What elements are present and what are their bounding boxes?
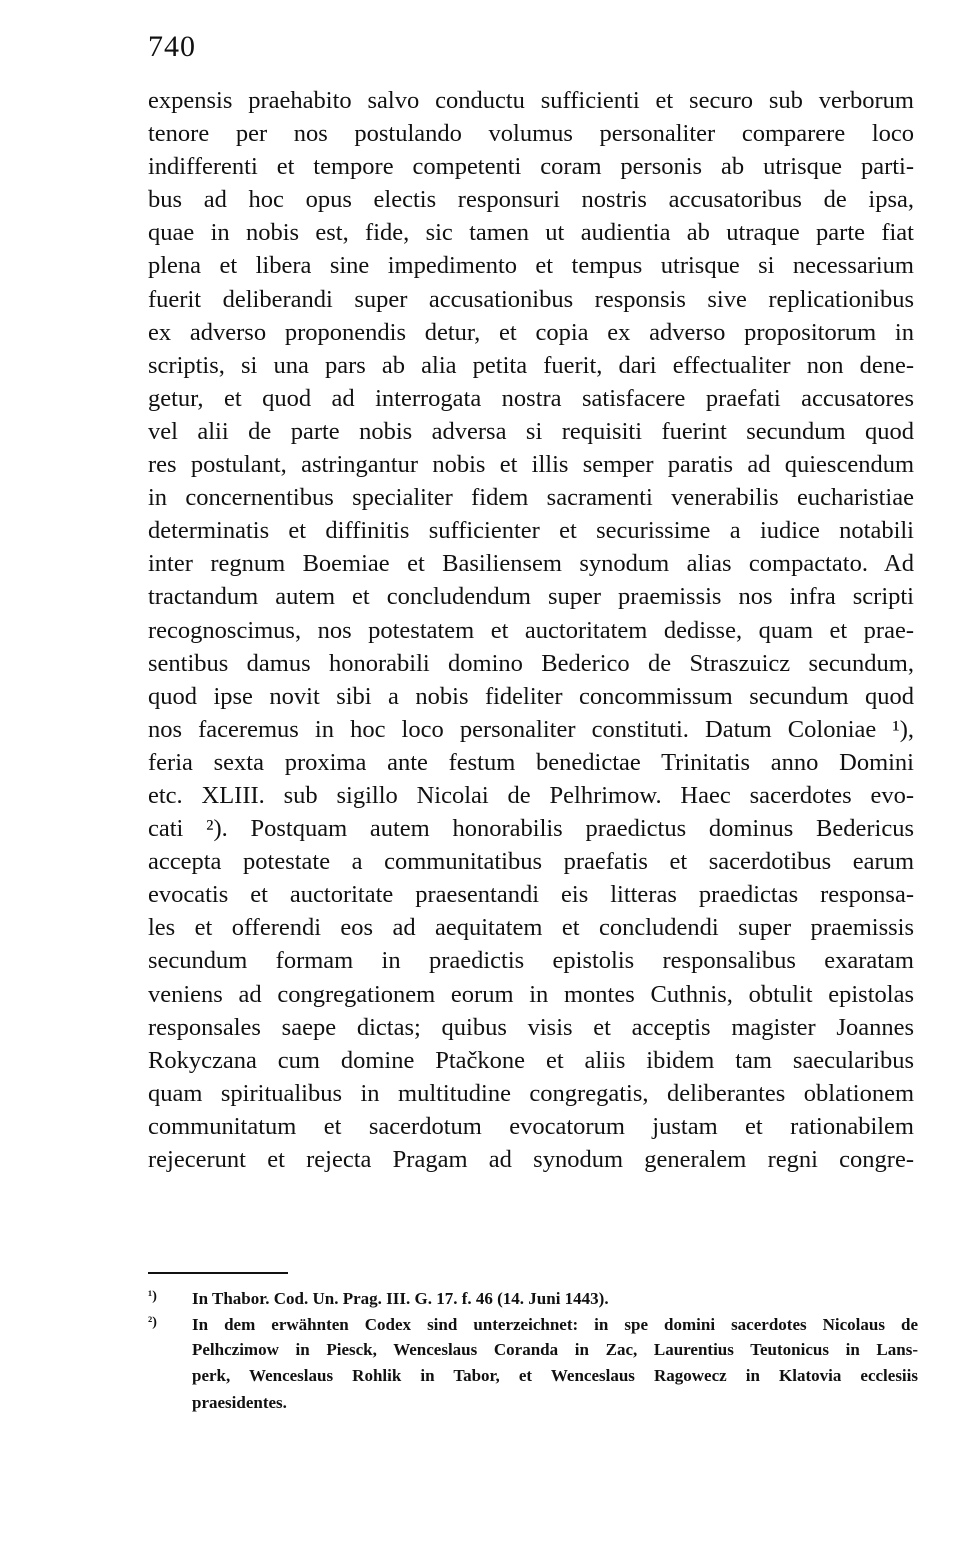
body-line: quae in nobis est, fide, sic tamen ut audientia ab utraque parte fiat bbox=[148, 219, 914, 247]
footnote-rule bbox=[148, 1272, 288, 1274]
body-line: tractandum autem et concludendum super praemissis nos infra scripti bbox=[148, 583, 914, 611]
body-line: sentibus damus honorabili domino Bederico de Straszuicz secundum, bbox=[148, 649, 914, 677]
body-line: cati ²). Postquam autem honorabilis praedictus dominus Bedericus bbox=[148, 815, 914, 843]
body-line: indifferenti et tempore competenti coram personis ab utrisque parti- bbox=[148, 153, 914, 181]
body-line: plena et libera sine impedimento et tempus utrisque si necessarium bbox=[148, 252, 914, 280]
page-number: 740 bbox=[148, 30, 196, 63]
body-line: in concernentibus specialiter fidem sacramenti venerabilis eucharistiae bbox=[148, 484, 914, 512]
footnote-text: In Thabor. Cod. Un. Prag. III. G. 17. f. 46 (14. Juni 1443). bbox=[192, 1289, 609, 1308]
body-line: veniens ad congregationem eorum in montes Cuthnis, obtulit epistolas bbox=[148, 980, 914, 1008]
footnote-marker: ²) bbox=[148, 1315, 157, 1331]
body-line: Rokyczana cum domine Ptačkone et aliis ibidem tam saecularibus bbox=[148, 1046, 914, 1074]
footnote-line: Pelhczimow in Piesck, Wenceslaus Coranda in Zac, Laurentius Teutonicus in Lans- bbox=[192, 1339, 918, 1359]
body-line: etc. XLIII. sub sigillo Nicolai de Pelhrimow. Haec sacerdotes evo- bbox=[148, 781, 914, 809]
body-line: bus ad hoc opus electis responsuri nostris accusatoribus de ipsa, bbox=[148, 186, 914, 214]
body-line: recognoscimus, nos potestatem et auctoritatem dedisse, quam et prae- bbox=[148, 616, 914, 644]
body-line: expensis praehabito salvo conductu sufficienti et securo sub verborum bbox=[148, 87, 914, 114]
footnotes bbox=[148, 1284, 918, 1416]
body-line: evocatis et auctoritate praesentandi eis litteras praedictas responsa- bbox=[148, 881, 914, 909]
body-line: vel alii de parte nobis adversa si requisiti fuerint secundum quod bbox=[148, 417, 914, 445]
body-line: feria sexta proxima ante festum benedictae Trinitatis anno Domini bbox=[148, 748, 914, 776]
body-line: responsales saepe dictas; quibus visis et acceptis magister Joannes bbox=[148, 1013, 914, 1041]
footnote-marker: ¹) bbox=[148, 1289, 157, 1304]
footnote-line: perk, Wenceslaus Rohlik in Tabor, et Wenceslaus Ragowecz in Klatovia ecclesiis bbox=[192, 1366, 918, 1386]
body-line: getur, et quod ad interrogata nostra satisfacere praefati accusatores bbox=[148, 384, 914, 412]
body-line: quam spiritualibus in multitudine congregatis, deliberantes oblationem bbox=[148, 1079, 914, 1107]
footnote-text: In dem erwähnten Codex sind unterzeichnet: in spe domini sacerdotes Nicolaus de bbox=[192, 1315, 918, 1335]
body-line: tenore per nos postulando volumus personaliter comparere loco bbox=[148, 120, 914, 148]
body-line: quod ipse novit sibi a nobis fideliter concommissum secundum quod bbox=[148, 682, 914, 710]
body-line: determinatis et diffinitis sufficienter et securissime a iudice notabili bbox=[148, 517, 914, 545]
footnote-1 bbox=[148, 1284, 918, 1310]
body-line: accepta potestate a communitatibus praefatis et sacerdotibus earum bbox=[148, 848, 914, 876]
body-line: communitatum et sacerdotum evocatorum justam et rationabilem bbox=[148, 1112, 914, 1140]
body-line: res postulant, astringantur nobis et illis semper paratis ad quiescendum bbox=[148, 451, 914, 479]
body-line: ex adverso proponendis detur, et copia ex adverso propositorum in bbox=[148, 318, 914, 346]
body-line: secundum formam in praedictis epistolis responsalibus exaratam bbox=[148, 947, 914, 975]
body-line: rejecerunt et rejecta Pragam ad synodum generalem regni congre- bbox=[148, 1146, 914, 1173]
body-line: fuerit deliberandi super accusationibus responsis sive replicationibus bbox=[148, 285, 914, 313]
footnote-2 bbox=[148, 1310, 918, 1336]
body-line: les et offerendi eos ad aequitatem et concludendi super praemissis bbox=[148, 914, 914, 942]
body-line: nos faceremus in hoc loco personaliter constituti. Datum Coloniae ¹), bbox=[148, 715, 914, 743]
body-line: inter regnum Boemiae et Basiliensem synodum alias compactato. Ad bbox=[148, 550, 914, 578]
body-text bbox=[148, 84, 914, 1176]
body-line: scriptis, si una pars ab alia petita fuerit, dari effectualiter non dene- bbox=[148, 351, 914, 379]
footnote-line: praesidentes. bbox=[192, 1392, 287, 1412]
